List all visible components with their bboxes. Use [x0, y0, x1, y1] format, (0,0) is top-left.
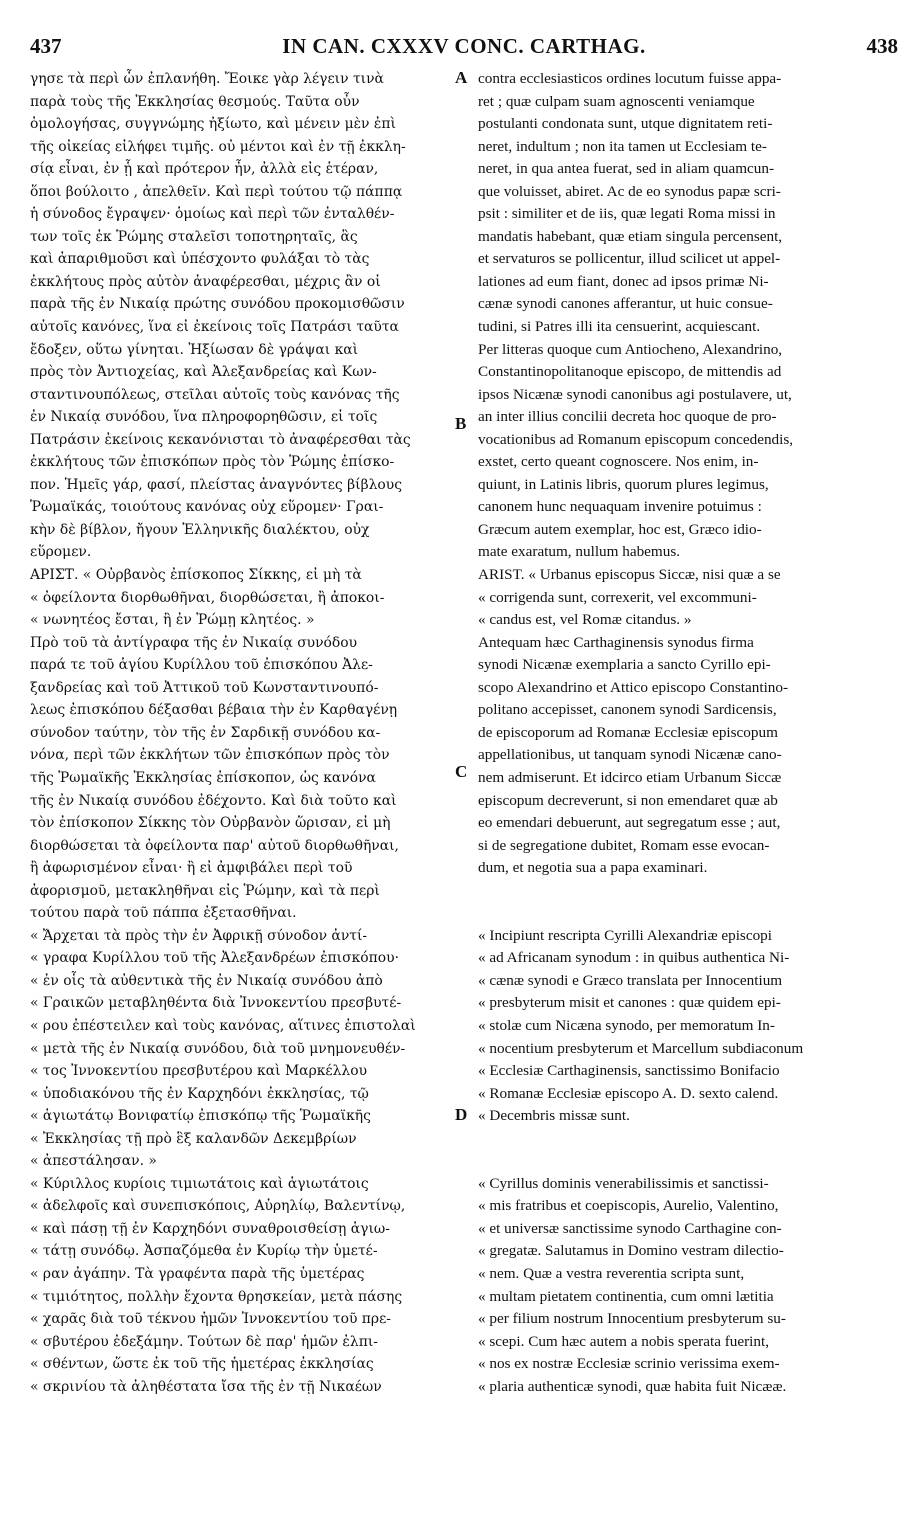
- greek-text-line: διορθώσεται τὰ ὀφείλοντα παρ' αὐτοῦ διορθωθῆναι,: [30, 837, 399, 854]
- latin-text-line: cænæ synodi canones afferantur, ut huic consue-: [478, 295, 773, 313]
- latin-text-line: [478, 1128, 898, 1151]
- latin-text-line: mate exaratum, nullum habemus.: [478, 543, 681, 561]
- latin-text-line: quiunt, in Latinis libris, quorum plures legimus,: [478, 475, 769, 493]
- greek-text-line: παρὰ τῆς ἐν Νικαίᾳ πρώτης συνόδου προκομισθῶσιν: [30, 296, 405, 313]
- latin-text-line: contra ecclesiasticos ordines locutum fuisse appa-: [478, 70, 782, 87]
- page-number-right: 438: [866, 34, 898, 58]
- latin-text-line: postulanti condonata sunt, utque dignitatem reti-: [478, 115, 773, 133]
- greek-text-line: « ἀπεστάλησαν. »: [30, 1153, 157, 1170]
- greek-text-line: ἐκκλήτους πρὸς αὐτὸν ἀναφέρεσθαι, μέχρις ἂν οἱ: [30, 273, 381, 290]
- latin-text-line: nem admiserunt. Et idcirco etiam Urbanum Siccæ: [478, 768, 782, 786]
- greek-text-line: « Κύριλλος κυρίοις τιμιωτάτοις καὶ ἁγιωτάτοις: [30, 1175, 369, 1192]
- latin-text-line: « Ecclesiæ Carthaginensis, sanctissimo Bonifacio: [478, 1062, 780, 1080]
- latin-text-line: neret, indultum ; non ita tamen ut Ecclesiam te-: [478, 137, 767, 155]
- latin-text-line: psit : similiter et de iis, quæ legati Roma missi in: [478, 205, 776, 223]
- latin-text-line: Per litteras quoque cum Antiocheno, Alexandrino,: [478, 340, 783, 358]
- latin-text-line: « nocentium presbyterum et Marcellum subdiaconum: [478, 1039, 804, 1057]
- greek-text-line: ΑΡΙΣΤ. « Οὐρβανὸς ἐπίσκοπος Σίκκης, εἰ μὴ τὰ: [30, 567, 362, 584]
- latin-text-line: appellationibus, ut tanquam synodi Nicænæ cano-: [478, 746, 782, 764]
- greek-text-line: παρά τε τοῦ ἁγίου Κυρίλλου τοῦ ἐπισκόπου Ἀλε-: [30, 657, 373, 674]
- greek-text-line: ὁμολογήσας, συγγνώμης ἠξίωτο, καὶ μένειν μὲν ἐπὶ: [30, 116, 396, 133]
- latin-text-line: « Incipiunt rescripta Cyrilli Alexandriæ episcopi: [478, 926, 772, 944]
- running-title: IN CAN. CXXXV CONC. CARTHAG.: [282, 34, 646, 58]
- greek-text-line: « ἀδελφοῖς καὶ συνεπισκόποις, Αὐρηλίῳ, Βαλεντίνῳ,: [30, 1198, 406, 1215]
- greek-text-line: πρὸς τὸν Ἀντιοχείας, καὶ Ἀλεξανδρείας καὶ Κων-: [30, 364, 377, 381]
- greek-text-line: τῆς οἰκείας εἰλήφει τιμῆς. οὐ μέντοι καὶ ἐν τῇ ἐκκλη-: [30, 138, 406, 155]
- latin-text-line: « per filium nostrum Innocentium presbyterum su-: [478, 1310, 786, 1328]
- greek-text-line: « γραφα Κυρίλλου τοῦ τῆς Ἀλεξανδρέων ἐπισκόπου·: [30, 950, 399, 967]
- greek-text-line: αὐτοῖς κανόνες, ἵνα εἰ ἐκείνοις τοῖς Πατράσι ταῦτα: [30, 319, 399, 336]
- latin-text-line: « presbyterum misit et canones : quæ quidem epi-: [478, 994, 781, 1012]
- latin-text-line: Græcum autem exemplar, hoc est, Græco idio-: [478, 520, 762, 538]
- latin-text-line: [478, 1150, 898, 1173]
- latin-text-line: « Decembris missæ sunt.: [478, 1107, 630, 1125]
- latin-text-line: ret ; quæ culpam suam agnoscenti veniamque: [478, 92, 755, 110]
- latin-text-line: scopo Alexandrino et Attico episcopo Constantino-: [478, 678, 789, 696]
- latin-text-line: tudini, si Patres illi ita censuerint, acquiescant.: [478, 318, 761, 336]
- latin-text-line: episcopum decreverunt, si non emendaret quæ ab: [478, 791, 778, 809]
- greek-text-line: « σθέντων, ὥστε ἐκ τοῦ τῆς ἡμετέρας ἐκκλησίας: [30, 1356, 374, 1373]
- latin-text-line: « ad Africanam synodum : in quibus authentica Ni-: [478, 949, 790, 967]
- latin-text-line: politano accepisset, canonem synodi Sardicensis,: [478, 701, 777, 719]
- latin-text-line: an inter illius concilii decreta hoc quoque de pro-: [478, 408, 777, 426]
- greek-text-line: ἐκκλήτους τῶν ἐπισκόπων πρὸς τὸν Ῥώμης ἐπίσκο-: [30, 454, 395, 471]
- greek-text-line: ὅποι βούλοιτο , ἀπελθεῖν. Καὶ περὶ τούτου τῷ πάππᾳ: [30, 183, 403, 200]
- greek-text-line: γησε τὰ περὶ ὧν ἐπλανήθη. Ἔοικε γὰρ λέγειν τινὰ: [30, 71, 384, 87]
- margin-letter-b: B: [455, 414, 467, 433]
- latin-text-line: et servaturos se pollicentur, illud scilicet ut appel-: [478, 250, 781, 268]
- greek-text-line: Πρὸ τοῦ τὰ ἀντίγραφα τῆς ἐν Νικαίᾳ συνόδου: [30, 634, 358, 651]
- margin-letter-d: D: [455, 1105, 468, 1124]
- greek-text-line: « μετὰ τῆς ἐν Νικαίᾳ συνόδου, διὰ τοῦ μνημονευθέν-: [30, 1040, 406, 1057]
- greek-text-line: « ἐν οἷς τὰ αὐθεντικὰ τῆς ἐν Νικαίᾳ συνόδου ἀπὸ: [30, 972, 383, 989]
- greek-text-line: ἢ ἀφωρισμένον εἶναι· ἢ εἰ ἀμφιβάλει περὶ τοῦ: [30, 860, 353, 877]
- greek-text-line: κὴν δὲ βίβλον, ἤγουν Ἑλληνικῆς διαλέκτου, οὐχ: [30, 521, 370, 538]
- latin-text-line: « plaria authenticæ synodi, quæ habita fuit Nicææ.: [478, 1377, 787, 1395]
- greek-text-line: « σβυτέρου ἐδεξάμην. Τούτων δὲ παρ' ἡμῶν ἐλπι-: [30, 1333, 378, 1350]
- greek-text-line: τῆς Ῥωμαϊκῆς Ἐκκλησίας ἐπίσκοπον, ὡς κανόνα: [30, 769, 376, 786]
- greek-text-line: σύνοδον ταύτην, τὸν τῆς ἐν Σαρδικῇ συνόδου κα-: [30, 724, 381, 741]
- greek-text-line: « ὑποδιακόνου τῆς ἐν Καρχηδόνι ἐκκλησίας, τῷ: [30, 1085, 369, 1102]
- latin-text-line: [478, 880, 898, 903]
- greek-text-line: νόνα, περὶ τῶν ἐκκλήτων τῶν ἐπισκόπων πρὸς τὸν: [30, 747, 390, 764]
- latin-text-line: dum, et negotia sua a papa examinari.: [478, 859, 708, 877]
- latin-text-line: « nem. Quæ a vestra reverentia scripta sunt,: [478, 1264, 745, 1282]
- greek-column: [30, 68, 458, 1398]
- greek-text-line: σίᾳ εἶναι, ἐν ᾗ καὶ πρότερον ἦν, ἀλλὰ εἰς ἑτέραν,: [30, 161, 379, 178]
- latin-text-line: « gregatæ. Salutamus in Domino vestram dilectio-: [478, 1242, 784, 1260]
- latin-text-line: ARIST. « Urbanus episcopus Siccæ, nisi quæ a se: [478, 566, 781, 584]
- latin-text-line: « et universæ sanctissime synodo Carthagine con-: [478, 1219, 782, 1237]
- greek-text-line: Ῥωμαϊκάς, τοιούτους κανόνας οὐχ εὕρομεν· Γραι-: [30, 499, 384, 516]
- latin-text-line: « stolæ cum Nicæna synodo, per memoratum In-: [478, 1016, 775, 1034]
- latin-text-line: « Romanæ Ecclesiæ episcopo A. D. sexto calend.: [478, 1084, 779, 1102]
- greek-text-line: « τιμιότητος, πολλὴν ἔχοντα θρησκείαν, μετὰ πάσης: [30, 1288, 403, 1305]
- latin-text-line: eo emendari debuerunt, aut segregatum esse ; aut,: [478, 814, 781, 832]
- greek-text-line: « σκρινίου τὰ ἀληθέστατα ἴσα τῆς ἐν τῇ Νικαέων: [30, 1378, 382, 1395]
- greek-text-line: « καὶ πάσῃ τῇ ἐν Καρχηδόνι συναθροισθείσῃ ἁγιω-: [30, 1220, 390, 1237]
- greek-text-line: ἡ σύνοδος ἔγραψεν· ὁμοίως καὶ περὶ τῶν ἐνταλθέν-: [30, 206, 395, 223]
- greek-text-line: Πατράσιν ἐκείνοις κεκανόνισται τὸ ἀναφέρεσθαι τὰς: [30, 431, 411, 448]
- greek-text-line: των τοῖς ἐκ Ῥώμης σταλεῖσι τοποτηρηταῖς, ἃς: [30, 228, 358, 245]
- latin-text-line: lationes ad eum fiant, donec ad ipsos primæ Ni-: [478, 272, 769, 290]
- latin-text-line: mandatis habebant, quæ etiam singula percensent,: [478, 227, 783, 245]
- latin-text-line: « nos ex nostræ Ecclesiæ scrinio verissima exem-: [478, 1355, 780, 1373]
- greek-text-line: « ραν ἀγάπην. Τὰ γραφέντα παρὰ τῆς ὑμετέρας: [30, 1265, 365, 1282]
- greek-text-line: « Ἄρχεται τὰ πρὸς τὴν ἐν Ἀφρικῇ σύνοδον ἀντί-: [30, 927, 368, 944]
- latin-text-line: synodi Nicænæ exemplaria a sancto Cyrillo epi-: [478, 656, 771, 674]
- greek-text-line: ἐν Νικαίᾳ συνόδου, ἵνα πληροφορηθῶσιν, εἰ τοῖς: [30, 409, 378, 426]
- greek-text-line: « νωνητέος ἔσται, ἢ ἐν Ῥώμῃ κλητέος. »: [30, 612, 315, 629]
- greek-text-line: « ρου ἐπέστειλεν καὶ τοὺς κανόνας, αἵτινες ἐπιστολαὶ: [30, 1017, 416, 1034]
- latin-text-line: « Cyrillus dominis venerabilissimis et sanctissi-: [478, 1174, 769, 1192]
- greek-text-line: πον. Ἡμεῖς γάρ, φασί, πλείστας ἀναγνόντες βίβλους: [30, 476, 403, 493]
- latin-text-line: « scepi. Cum hæc autem a nobis sperata fuerint,: [478, 1332, 770, 1350]
- latin-text-line: « multam pietatem continentia, cum omni lætitia: [478, 1287, 774, 1305]
- latin-text-line: de episcoporum ad Romanæ Ecclesiæ episcopum: [478, 723, 778, 741]
- latin-text-line: « candus est, vel Romæ citandus. »: [478, 611, 692, 629]
- greek-text-line: « Ἐκκλησίας τῇ πρὸ ἓξ καλανδῶν Δεκεμβρίων: [30, 1130, 357, 1147]
- greek-text-line: τὸν ἐπίσκοπον Σίκκης τὸν Οὐρβανὸν ὥρισαν, εἰ μὴ: [30, 815, 391, 832]
- greek-text-line: ξανδρείας καὶ τοῦ Ἀττικοῦ τοῦ Κωνσταντινουπό-: [30, 679, 379, 696]
- greek-text-line: εὕρομεν.: [30, 544, 92, 561]
- greek-text-line: τῆς ἐν Νικαίᾳ συνόδου ἐδέχοντο. Καὶ διὰ τοῦτο καὶ: [30, 792, 397, 809]
- greek-text-line: τούτου παρὰ τοῦ πάππα ἐξετασθῆναι.: [30, 905, 297, 922]
- greek-text-line: « χαρᾶς διὰ τοῦ τέκνου ἡμῶν Ἰννοκεντίου τοῦ πρε-: [30, 1311, 391, 1328]
- latin-text-line: ipsos Nicænæ synodi canonibus agi postulavere, ut,: [478, 385, 792, 403]
- greek-text-line: ἀφορισμοῦ, μετακληθῆναι εἰς Ῥώμην, καὶ τὰ περὶ: [30, 882, 380, 899]
- margin-letter-a: A: [455, 68, 468, 87]
- latin-text-line: canonem hunc nequaquam invenire potuimus :: [478, 498, 762, 516]
- greek-text-line: σταντινουπόλεως, στεῖλαι αὐτοῖς τοὺς κανόνας τῆς: [30, 386, 400, 403]
- greek-text-line: « ἁγιωτάτῳ Βονιφατίῳ ἐπισκόπῳ τῆς Ῥωμαϊκῆς: [30, 1108, 371, 1125]
- page-header: [30, 34, 898, 64]
- greek-text-line: « Γραικῶν μεταβληθέντα διὰ Ἰννοκεντίου πρεσβυτέ-: [30, 995, 402, 1012]
- latin-text-line: si de segregatione dubitet, Romam esse evocan-: [478, 836, 770, 854]
- greek-text-line: « τος Ἰννοκεντίου πρεσβυτέρου καὶ Μαρκέλλου: [30, 1063, 368, 1080]
- greek-text-line: λεως ἐπισκόπου δέξασθαι βέβαια τὴν ἐν Καρθαγένῃ: [30, 702, 398, 719]
- margin-letter-c: C: [455, 762, 468, 781]
- greek-text-line: καὶ ἀπαριθμοῦσι καὶ ὑπέσχοντο φυλάξαι τὸ τὰς: [30, 251, 370, 268]
- latin-column: [478, 68, 898, 1398]
- latin-text-line: [478, 902, 898, 925]
- greek-text-line: « τάτῃ συνόδῳ. Ἀσπαζόμεθα ἐν Κυρίῳ τὴν ὑμετέ-: [30, 1243, 378, 1260]
- greek-text-line: « ὀφείλοντα διορθωθῆναι, διορθώσεται, ἢ ἀποκοι-: [30, 589, 385, 606]
- latin-text-line: « cænæ synodi e Græco translata per Innocentium: [478, 971, 783, 989]
- latin-text-line: Constantinopolitanoque episcopo, de mittendis ad: [478, 363, 782, 381]
- latin-text-line: « mis fratribus et coepiscopis, Aurelio, Valentino,: [478, 1197, 779, 1215]
- page-number-left: 437: [30, 34, 62, 58]
- latin-text-line: exstet, certo queant cognoscere. Nos enim, in-: [478, 453, 759, 471]
- greek-text-line: παρὰ τοὺς τῆς Ἐκκλησίας θεσμούς. Ταῦτα οὖν: [30, 93, 360, 110]
- latin-text-line: « corrigenda sunt, correxerit, vel excommuni-: [478, 588, 757, 606]
- latin-text-line: Antequam hæc Carthaginensis synodus firma: [478, 633, 754, 651]
- greek-text-line: ἔδοξεν, οὕτω γίνηται. Ἠξίωσαν δὲ γράψαι καὶ: [30, 341, 359, 358]
- latin-text-line: que voluisset, abiret. Ac de eo synodus papæ scri-: [478, 182, 781, 200]
- latin-text-line: vocationibus ad Romanum episcopum concedendis,: [478, 430, 794, 448]
- latin-text-line: neret, in qua antea fuerat, sed in aliam quamcun-: [478, 160, 775, 178]
